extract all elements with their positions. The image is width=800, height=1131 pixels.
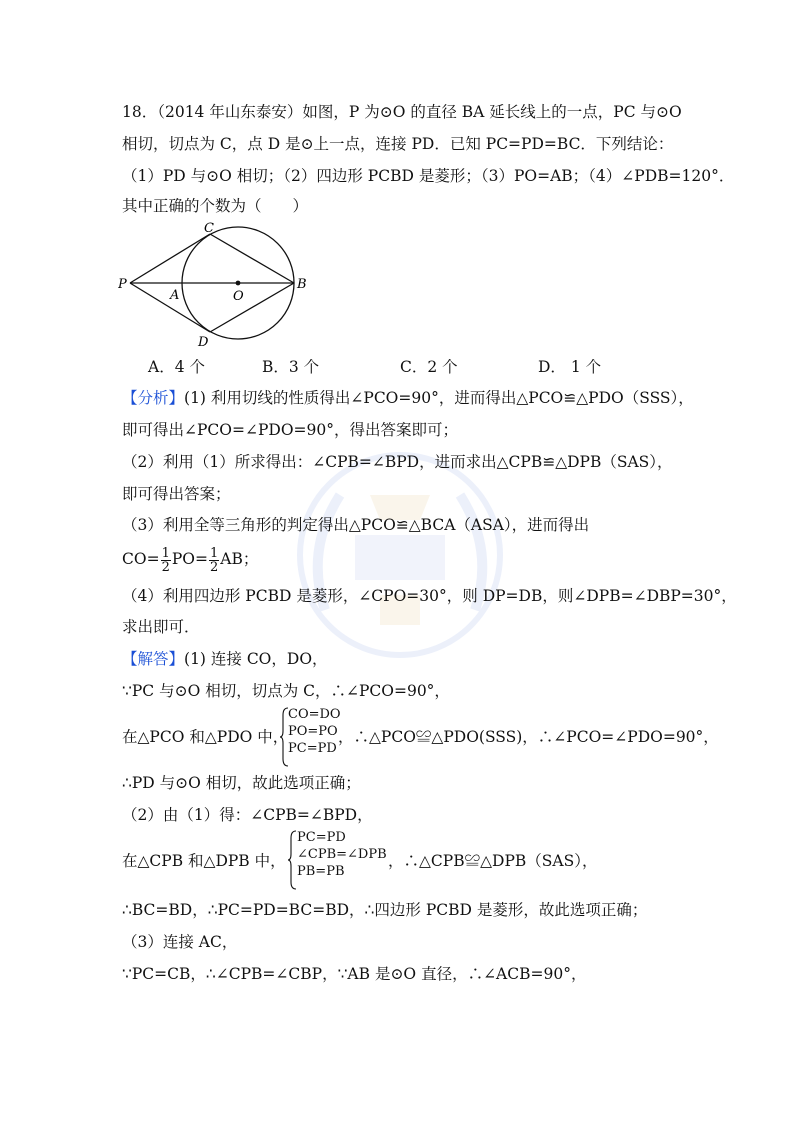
segment-cb: [210, 234, 294, 283]
solution-line-2-pre: 在△PCO 和△PDO 中，: [122, 728, 289, 746]
segment-pc: [130, 234, 210, 283]
solution-tag: 【解答】: [122, 650, 185, 668]
question-line-3: （1）PD 与⊙O 相切；（2）四边形 PCBD 是菱形；（3）PO=AB；（4）∠PDB=120°．: [122, 167, 735, 185]
condition-group-1: CO=DO PO=PO PC=PD: [288, 707, 341, 756]
solution-line-0: 【解答】(1) 连接 CO，DO，: [122, 650, 328, 668]
label-o: O: [233, 289, 244, 304]
label-a: A: [170, 288, 180, 303]
question-line-4: 其中正确的个数为（ ）: [122, 197, 309, 215]
analysis-line-4b: 求出即可．: [122, 618, 200, 636]
solution-line-6: ∴BC=BD，∴PC=PD=BC=BD，∴四边形 PCBD 是菱形，故此选项正确；: [122, 901, 648, 919]
question-line-2: 相切，切点为 C，点 D 是⊙上一点，连接 PD．已知 PC=PD=BC．下列结论：: [122, 135, 674, 153]
analysis-line-2: （2）利用（1）所求得出：∠CPB=∠BPD，进而求出△CPB≌△DPB（SAS），: [122, 453, 673, 471]
option-d: D． 1 个: [538, 358, 602, 376]
label-d: D: [198, 335, 209, 350]
solution-line-5-pre: 在△CPB 和△DPB 中，: [122, 852, 286, 870]
solution-line-7: （3）连接 AC，: [122, 933, 238, 951]
question-line-1: 18．（2014 年山东泰安）如图，P 为⊙O 的直径 BA 延长线上的一点，PC 与⊙O: [122, 103, 682, 121]
solution-line-3: ∴PD 与⊙O 相切，故此选项正确；: [122, 774, 361, 792]
solution-line-4: （2）由（1）得：∠CPB=∠BPD，: [122, 806, 373, 824]
analysis-line-3: （3）利用全等三角形的判定得出△PCO≌△BCA（ASA），进而得出: [122, 516, 590, 534]
geometry-figure: [118, 220, 318, 360]
analysis-line-4: （4）利用四边形 PCBD 是菱形，∠CPO=30°，则 DP=DB，则∠DPB=∠DBP=30°，: [122, 587, 737, 605]
solution-line-1: ∵PC 与⊙O 相切，切点为 C，∴∠PCO=90°，: [122, 682, 450, 700]
option-b: B．3 个: [262, 358, 320, 376]
analysis-line-3b: CO= $\frac{1}{2}$ PO= $\frac{1}{2}$ AB；: [122, 545, 259, 575]
label-c: C: [204, 221, 214, 236]
watermark-logo: [285, 440, 515, 670]
analysis-line-1: 【分析】(1) 利用切线的性质得出∠PCO=90°，进而得出△PCO≌△PDO（SSS），: [122, 389, 694, 407]
option-a: A．4 个: [148, 358, 205, 376]
fraction-half: $\frac{1}{2}$: [161, 545, 170, 575]
analysis-tag: 【分析】: [122, 389, 185, 407]
solution-line-2-post: ，∴△PCO≌△PDO(SSS)，∴∠PCO=∠PDO=90°，: [338, 728, 719, 746]
option-c: C．2 个: [400, 358, 458, 376]
label-b: B: [297, 277, 307, 292]
solution-line-5-post: ，∴△CPB≌△DPB（SAS），: [388, 852, 598, 870]
solution-line-8: ∵PC=CB，∴∠CPB=∠CBP，∵AB 是⊙O 直径，∴∠ACB=90°，: [122, 965, 587, 983]
segment-db: [210, 283, 294, 332]
label-p: P: [118, 277, 127, 292]
analysis-line-2b: 即可得出答案；: [122, 485, 231, 503]
center-point: [236, 281, 241, 286]
fraction-half: $\frac{1}{2}$: [209, 545, 219, 575]
condition-group-2: PC=PD ∠CPB=∠DPB PB=PB: [297, 830, 387, 879]
analysis-line-1b: 即可得出∠PCO=∠PDO=90°，得出答案即可；: [122, 421, 458, 439]
